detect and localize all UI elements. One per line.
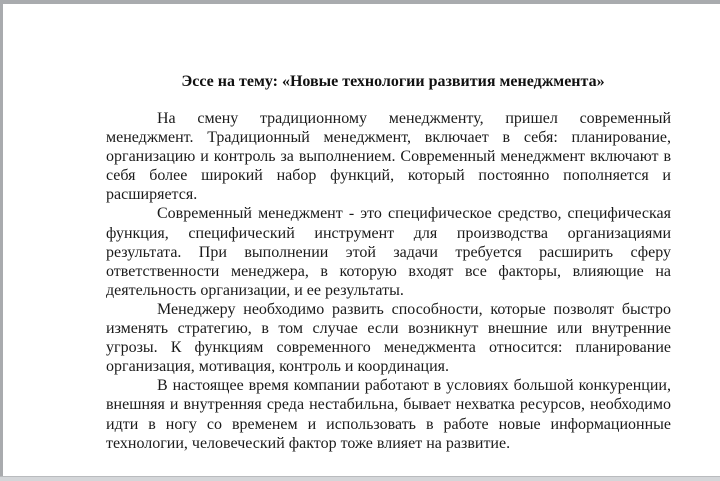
paragraph: В настоящее время компании работают в условиях большой конкуренции, внешняя и внутренняя среда нестабильна, бывает нехватка ресурсов, необходимо идти в ногу со временем и использовать в работе новые информационные технологии, человеческий фактор тоже влияет на развитие. xyxy=(106,377,671,452)
paragraph: Менеджеру необходимо развить способности, которые позволят быстро изменять стратегию, в том случае если возникнут внешние или внутренние угрозы. К функциям современного менеджмента относится: планирование организация, мотивация, контроль и координация. xyxy=(106,300,671,376)
status-bar xyxy=(0,476,720,481)
paragraph: На смену традиционному менеджменту, пришел современный менеджмент. Традиционный менеджмент, включает в себя: планирование, организацию и контроль за выполнением. Современный менеджмент включают в себя более широкий набор функций, который постоянно пополняется и расширяется. xyxy=(106,110,671,204)
document-body xyxy=(106,109,671,453)
paragraph: Современный менеджмент - это специфическое средство, специфическая функция, специфический инструмент для производства организациями результата. При выполнении этой задачи требуется расширить сферу ответственности менеджера, в которую входят все факторы, влияющие на деятельность организации, и ее результаты. xyxy=(106,205,671,299)
document-page[interactable] xyxy=(3,4,720,476)
document-title: Эссе на тему: «Новые технологии развития менеджмента» xyxy=(181,73,605,90)
